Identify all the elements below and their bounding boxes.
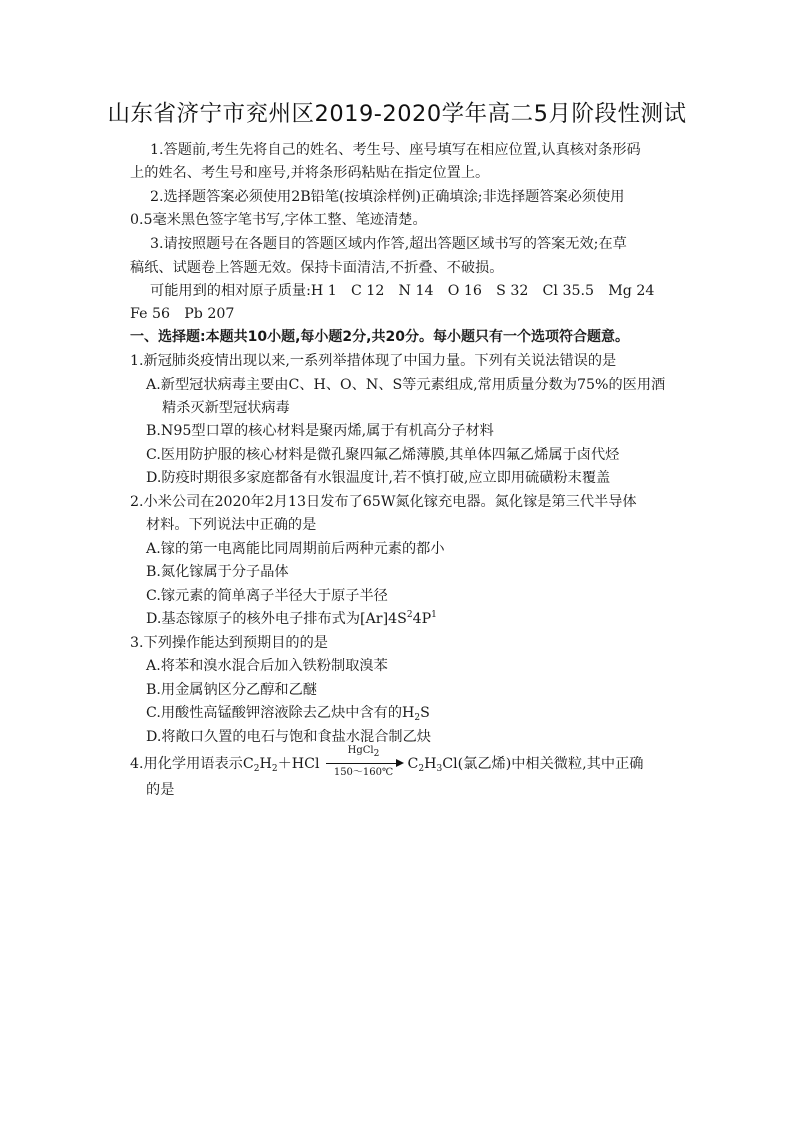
reaction-catalyst (322, 745, 406, 757)
question-3-option-b: B.用金属钠区分乙醇和乙醚 (146, 682, 317, 698)
product-c: C (407, 756, 419, 772)
superscript: 2 (406, 610, 413, 620)
superscript: 1 (431, 610, 437, 620)
question-2-option-b: B.氮化镓属于分子晶体 (146, 564, 289, 580)
formula-h: H (259, 756, 272, 772)
subscript: 2 (418, 764, 425, 774)
subscript: 2 (271, 764, 278, 774)
subscript: 2 (373, 749, 380, 759)
question-3-option-d: D.将敞口久置的电石与饱和食盐水混合制乙炔 (146, 729, 431, 745)
question-1-option-b: B.N95型口罩的核心材料是聚丙烯,属于有机高分子材料 (146, 423, 494, 439)
instruction-1-line-2: 上的姓名、考生号和座号,并将条形码粘贴在指定位置上。 (130, 165, 490, 181)
question-2-option-d-text: D.基态镓原子的核外电子排布式为[Ar]4S (146, 611, 407, 627)
question-2-option-c: C.镓元素的简单离子半径大于原子半径 (146, 588, 388, 604)
question-2-option-d-mid: 4P (412, 611, 432, 627)
question-3-option-a: A.将苯和溴水混合后加入铁粉制取溴苯 (146, 658, 388, 674)
catalyst-name: HgCl (347, 745, 374, 756)
subscript: 3 (436, 764, 443, 774)
reaction-arrow (322, 745, 406, 778)
instruction-2-line-2: 0.5毫米黑色签字笔书写,字体工整、笔迹清楚。 (130, 212, 427, 228)
question-4-stem-line-1 (130, 745, 644, 778)
question-3-stem: 3.下列操作能达到预期目的的是 (130, 635, 328, 651)
instruction-3-line-2: 稿纸、试题卷上答题无效。保持卡面清洁,不折叠、不破损。 (130, 260, 504, 276)
instruction-3-line-1: 3.请按照题号在各题目的答题区域内作答,超出答题区域书写的答案无效;在草 (150, 236, 627, 252)
reaction-condition: 150～160℃ (333, 767, 394, 778)
subscript: 2 (253, 764, 260, 774)
question-4-stem-line-2: 的是 (146, 782, 175, 798)
page-title: 山东省济宁市兖州区2019-2020学年高二5月阶段性测试 (107, 101, 687, 127)
question-1-option-d: D.防疫时期很多家庭都备有水银温度计,若不慎打破,应立即用硫磺粉末覆盖 (146, 470, 611, 486)
question-1-stem: 1.新冠肺炎疫情出现以来,一系列举措体现了中国力量。下列有关说法错误的是 (130, 353, 617, 369)
question-2-stem-line-2: 材料。下列说法中正确的是 (146, 517, 317, 533)
question-4-stem-pre: 4.用化学用语表示C (130, 756, 254, 772)
product-h: H (424, 756, 437, 772)
arrow-head-icon (396, 759, 404, 767)
formula-plus-hcl: ＋HCl (277, 756, 320, 772)
question-1-option-c: C.医用防护服的核心材料是微孔聚四氟乙烯薄膜,其单体四氟乙烯属于卤代烃 (146, 447, 620, 463)
question-1-option-a-line-1: A.新型冠状病毒主要由C、H、O、N、S等元素组成,常用质量分数为75%的医用酒 (146, 377, 666, 393)
question-3-option-c-text: C.用酸性高锰酸钾溶液除去乙炔中含有的H (146, 705, 415, 721)
question-2-option-a: A.镓的第一电离能比同周期前后两种元素的都小 (146, 541, 445, 557)
subscript: 2 (414, 713, 421, 723)
question-4-stem-post: Cl(氯乙烯)中相关微粒,其中正确 (442, 756, 644, 772)
atomic-mass-line-2: Fe 56 Pb 207 (130, 306, 235, 322)
question-3-option-c-end: S (420, 705, 430, 721)
question-2-stem-line-1: 2.小米公司在2020年2月13日发布了65W氮化镓充电器。氮化镓是第三代半导体 (130, 494, 637, 510)
instruction-2-line-1: 2.选择题答案必须使用2B铅笔(按填涂样例)正确填涂;非选择题答案必须使用 (150, 189, 625, 205)
question-3-option-c (146, 703, 430, 723)
question-2-option-d (146, 609, 437, 629)
section-heading: 一、选择题:本题共10小题,每小题2分,共20分。每小题只有一个选项符合题意。 (130, 329, 629, 345)
arrow-shaft (326, 763, 400, 764)
atomic-mass-line-1: 可能用到的相对原子质量:H 1 C 12 N 14 O 16 S 32 Cl 35.5 Mg 24 (150, 283, 655, 299)
question-1-option-a-line-2: 精杀灭新型冠状病毒 (162, 400, 290, 416)
instruction-1-line-1: 1.答题前,考生先将自己的姓名、考生号、座号填写在相应位置,认真核对条形码 (150, 142, 641, 158)
